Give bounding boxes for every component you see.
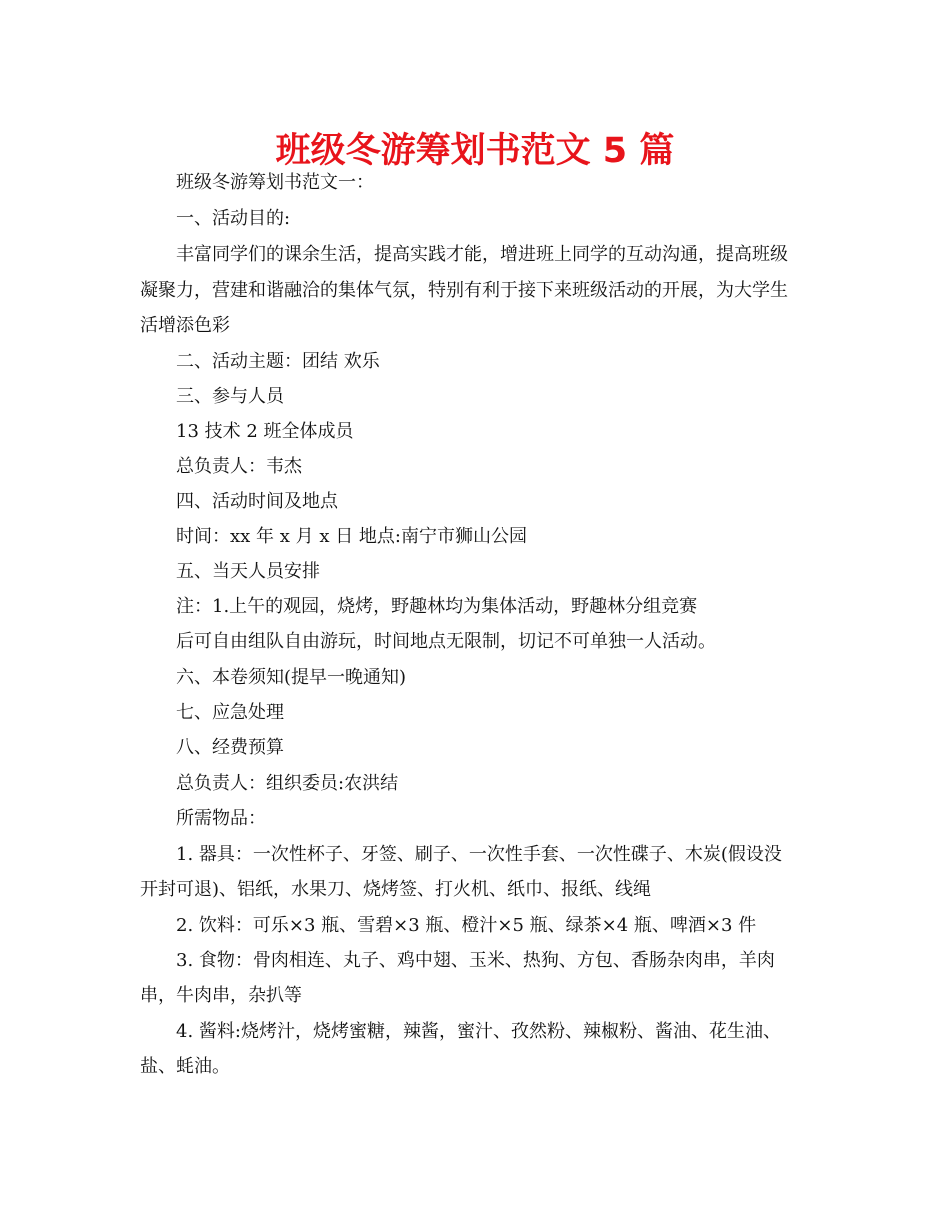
list-item-continued: 开封可退)、铝纸，水果刀、烧烤签、打火机、纸巾、报纸、线绳 bbox=[140, 879, 652, 900]
paragraph-line: 丰富同学们的课余生活，提高实践才能，增进班上同学的互动沟通，提高班级 bbox=[176, 244, 788, 265]
heading-theme: 二、活动主题：团结 欢乐 bbox=[176, 351, 380, 372]
paragraph-line: 所需物品： bbox=[176, 808, 266, 829]
section-intro: 班级冬游筹划书范文一： bbox=[176, 172, 374, 193]
paragraph-line: 13 技术 2 班全体成员 bbox=[176, 421, 354, 442]
heading-schedule: 五、当天人员安排 bbox=[176, 561, 320, 582]
paragraph-line: 时间：xx 年 x 月 x 日 地点:南宁市狮山公园 bbox=[176, 526, 527, 547]
paragraph-line: 总负责人：组织委员:农洪结 bbox=[176, 773, 399, 794]
list-item-continued: 盐、蚝油。 bbox=[140, 1056, 230, 1077]
heading-participants: 三、参与人员 bbox=[176, 386, 284, 407]
heading-purpose: 一、活动目的: bbox=[176, 208, 291, 229]
paragraph-line: 注：1.上午的观园，烧烤，野趣林均为集体活动，野趣林分组竞赛 bbox=[176, 596, 698, 617]
list-item: 2. 饮料：可乐×3 瓶、雪碧×3 瓶、橙汁×5 瓶、绿茶×4 瓶、啤酒×3 件 bbox=[176, 915, 757, 936]
document-title: 班级冬游筹划书范文 5 篇 bbox=[275, 131, 675, 171]
paragraph-line: 凝聚力，营建和谐融洽的集体气氛，特别有利于接下来班级活动的开展，为大学生 bbox=[140, 280, 788, 301]
heading-emergency: 七、应急处理 bbox=[176, 702, 284, 723]
list-item: 3. 食物：骨肉相连、丸子、鸡中翅、玉米、热狗、方包、香肠杂肉串，羊肉 bbox=[176, 950, 775, 971]
list-item-continued: 串，牛肉串，杂扒等 bbox=[140, 985, 302, 1006]
paragraph-line: 活增添色彩 bbox=[140, 315, 230, 336]
heading-time-place: 四、活动时间及地点 bbox=[176, 491, 338, 512]
paragraph-line: 后可自由组队自由游玩，时间地点无限制，切记不可单独一人活动。 bbox=[176, 631, 716, 652]
list-item: 1. 器具：一次性杯子、牙签、刷子、一次性手套、一次性碟子、木炭(假设没 bbox=[176, 844, 782, 865]
list-item: 4. 酱料:烧烤汁，烧烤蜜糖，辣酱，蜜汁、孜然粉、辣椒粉、酱油、花生油、 bbox=[176, 1021, 781, 1042]
heading-notice: 六、本卷须知(提早一晚通知) bbox=[176, 667, 407, 688]
paragraph-line: 总负责人：韦杰 bbox=[176, 456, 302, 477]
heading-budget: 八、经费预算 bbox=[176, 737, 284, 758]
